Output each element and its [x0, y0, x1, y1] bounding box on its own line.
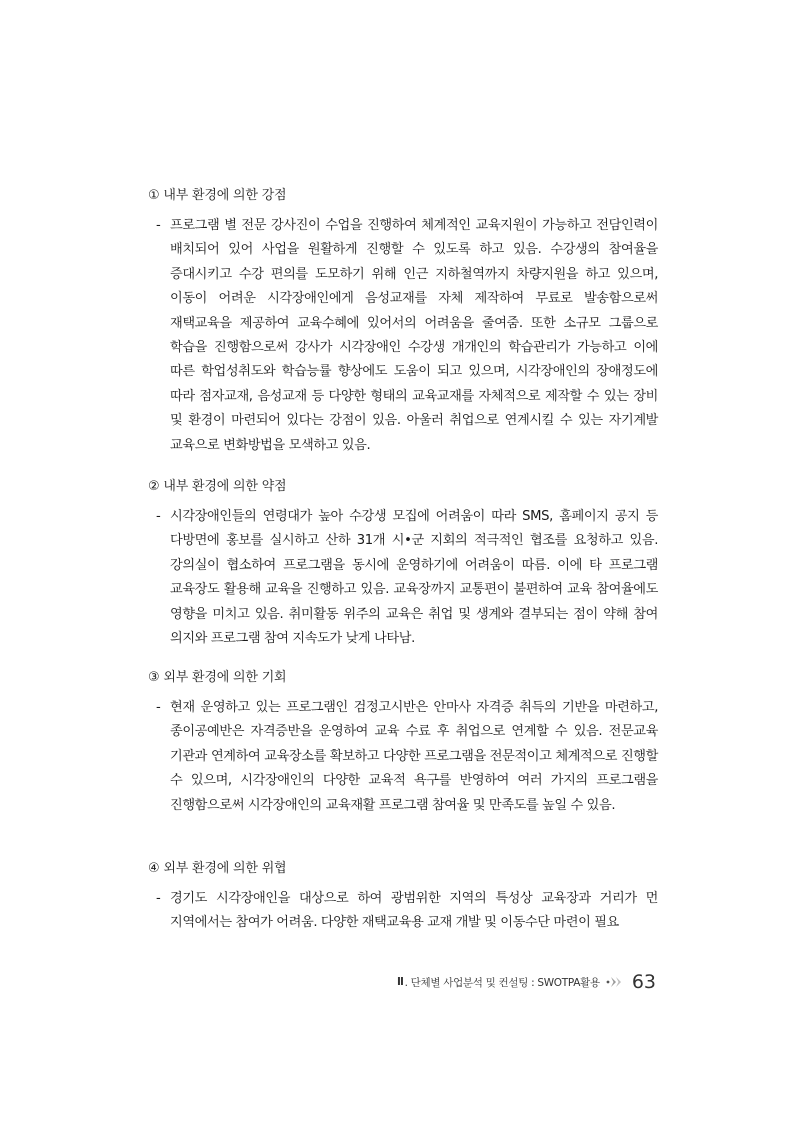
section-strengths: [148, 187, 658, 458]
double-chevron-right-icon: [606, 976, 624, 988]
section-body: [148, 505, 658, 651]
footer-running-title: . 단체별 사업분석 및 컨설팅 : SWOTPA활용: [404, 976, 600, 989]
section-opportunities: [148, 669, 658, 818]
section-title: ③ 외부 환경에 의한 기회: [148, 670, 287, 685]
page-number: 63: [631, 971, 656, 993]
section-text: 경기도 시각장애인을 대상으로 하여 광범위한 지역의 특성상 교육장과 거리가 먼 지역에서는 참여가 어려움. 다양한 재택교육용 교재 개발 및 이동수단 마련이 필요: [170, 891, 658, 931]
section-body: [148, 214, 658, 458]
section-text: 시각장애인들의 연령대가 높아 수강생 모집에 어려움이 따라 SMS, 홈페이지 공지 등 다방면에 홍보를 실시하고 산하 31개 시•군 지회의 적극적인 협조를 요청하고 있음. 강의실이 협소하여 프로그램을 동시에 운영하기에 어려움이 따름. 이에 타 프로그램 교육장도 활용해 교육을 진행하고 있음. 교육장까지 교통편이 불편하여 교육 참여율에도 영향을 미치고 있음. 취미활동 위주의 교육은 취업 및 생계와 결부되는 점이 약해 참여 의지와 프로그램 참여 지속도가 낮게 나타남.: [170, 509, 658, 647]
bullet-dash: -: [156, 509, 161, 524]
section-text: 현재 운영하고 있는 프로그램인 검정고시반은 안마사 자격증 취득의 기반을 마련하고, 종이공예반은 자격증반을 운영하여 교육 수료 후 취업으로 연계할 수 있음. 전문교육 기관과 연계하여 교육장소를 확보하고 다양한 프로그램을 전문적이고 체계적으로 진행할 수 있으며, 시각장애인의 다양한 교육적 욕구를 반영하여 여러 가지의 프로그램을 진행함으로써 시각장애인의 교육재활 프로그램 참여율 및 만족도를 높일 수 있음.: [170, 700, 658, 813]
section-weaknesses: [148, 478, 658, 651]
section-text: 프로그램 별 전문 강사진이 수업을 진행하여 체계적인 교육지원이 가능하고 전담인력이 배치되어 있어 사업을 원활하게 진행할 수 있도록 하고 있음. 수강생의 참여율을 증대시키고 수강 편의를 도모하기 위해 인근 지하철역까지 차량지원을 하고 있으며, 이동이 어려운 시각장애인에게 음성교재를 자체 제작하여 무료로 발송함으로써 재택교육을 제공하여 교육수혜에 있어서의 어려움을 줄여줌. 또한 소규모 그룹으로 학습을 진행함으로써 강사가 시각장애인 수강생 개개인의 학습관리가 가능하고 이에 따른 학업성취도와 학습능률 향상에도 도움이 되고 있으며, 시각장애인의 장애정도에 따라 점자교재, 음성교재 등 다양한 형태의 교육교재를 자체적으로 제작할 수 있는 장비 및 환경이 마련되어 있다는 강점이 있음. 아울러 취업으로 연계시킬 수 있는 자기계발 교육으로 변화방법을 모색하고 있음.: [170, 218, 658, 453]
page-footer: [397, 970, 656, 994]
bullet-dash: -: [156, 218, 161, 233]
section-body: [148, 696, 658, 818]
section-threats: [148, 860, 658, 936]
bullet-dash: -: [156, 700, 161, 715]
bullet-dash: -: [156, 891, 161, 906]
footer-chapter: Ⅱ: [396, 976, 404, 988]
section-title: ② 내부 환경에 의한 약점: [148, 479, 287, 494]
section-body: [148, 887, 658, 936]
section-title: ① 내부 환경에 의한 강점: [148, 188, 287, 203]
section-title: ④ 외부 환경에 의한 위협: [148, 861, 287, 876]
